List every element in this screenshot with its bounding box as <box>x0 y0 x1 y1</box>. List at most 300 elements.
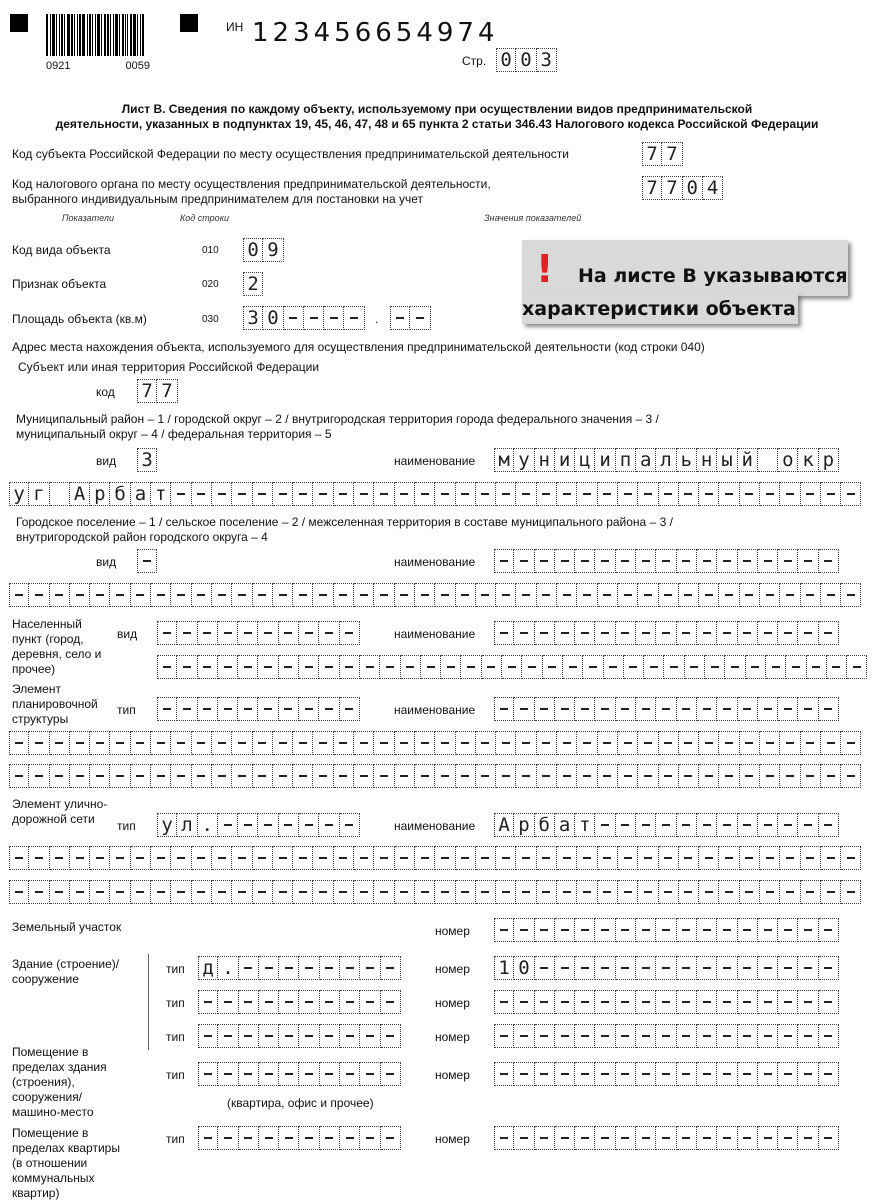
form-cell <box>595 990 615 1014</box>
form-cell <box>679 846 699 870</box>
form-cell <box>758 1024 778 1048</box>
barcode-bar <box>50 14 51 56</box>
form-cell <box>595 621 615 645</box>
street-name-label: наименование <box>394 819 476 833</box>
form-cell <box>616 549 636 573</box>
room-number-field[interactable] <box>494 1126 839 1150</box>
form-cell <box>535 1024 555 1048</box>
form-cell <box>198 621 218 645</box>
form-cell <box>535 549 555 573</box>
building-type-field-1[interactable] <box>198 956 401 980</box>
page-title-line2: деятельности, указанных в подпунктах 19, 45, 46, 47, 48 и 65 пункта 2 статьи 346.43 Налогового кодекса Российской Федерации <box>55 117 819 131</box>
form-cell <box>616 697 636 721</box>
form-cell <box>192 846 212 870</box>
form-cell <box>697 918 717 942</box>
form-cell <box>577 880 597 904</box>
form-cell <box>841 764 861 788</box>
form-cell <box>340 813 360 837</box>
form-cell <box>218 621 238 645</box>
form-cell <box>618 482 638 506</box>
form-cell <box>340 697 360 721</box>
form-cell <box>313 764 333 788</box>
street-type-field[interactable] <box>157 813 360 837</box>
form-cell <box>50 764 70 788</box>
form-cell <box>279 1024 299 1048</box>
barcode-bar <box>101 14 102 56</box>
locality-kind-field[interactable] <box>157 621 360 645</box>
form-cell <box>847 655 867 679</box>
form-cell <box>212 880 232 904</box>
form-cell <box>395 880 415 904</box>
form-cell <box>535 990 555 1014</box>
form-cell <box>697 621 717 645</box>
form-cell <box>198 1024 218 1048</box>
object-sign-field[interactable] <box>243 272 263 296</box>
form-cell <box>253 731 273 755</box>
form-cell <box>374 764 394 788</box>
form-cell <box>461 655 481 679</box>
form-cell: т <box>575 813 595 837</box>
form-cell <box>699 482 719 506</box>
form-cell <box>758 621 778 645</box>
form-cell <box>131 764 151 788</box>
subject-code-field[interactable] <box>137 379 178 403</box>
planning-name-field-1[interactable] <box>494 697 839 721</box>
form-cell <box>334 482 354 506</box>
form-cell <box>50 846 70 870</box>
form-cell <box>575 990 595 1014</box>
object-type-field[interactable] <box>243 238 284 262</box>
form-cell <box>537 764 557 788</box>
form-cell <box>717 697 737 721</box>
form-cell <box>577 764 597 788</box>
form-cell <box>239 1024 259 1048</box>
form-cell <box>258 697 278 721</box>
form-cell <box>677 813 697 837</box>
form-cell <box>218 813 238 837</box>
form-cell <box>299 655 319 679</box>
region-code-label: Код субъекта Российской Федерации по месту осуществления предпринимательской деятельности <box>12 147 570 161</box>
form-cell <box>841 880 861 904</box>
form-cell <box>313 482 333 506</box>
form-cell <box>699 583 719 607</box>
municipal-name-field-1[interactable] <box>494 448 839 472</box>
form-cell <box>535 1126 555 1150</box>
form-cell <box>738 1126 758 1150</box>
building-number-field-2[interactable] <box>494 990 839 1014</box>
form-cell <box>313 731 333 755</box>
barcode-bar <box>67 14 70 56</box>
form-cell <box>238 621 258 645</box>
form-cell <box>494 990 514 1014</box>
form-cell <box>29 583 49 607</box>
form-cell <box>618 764 638 788</box>
form-cell <box>151 846 171 870</box>
form-cell <box>313 880 333 904</box>
form-cell <box>638 482 658 506</box>
form-cell <box>151 583 171 607</box>
form-cell <box>798 990 818 1014</box>
form-cell <box>415 731 435 755</box>
form-cell <box>415 764 435 788</box>
settlement-kind-field[interactable] <box>137 549 157 573</box>
form-cell <box>717 990 737 1014</box>
street-name-field-1[interactable] <box>494 813 839 837</box>
form-cell <box>131 583 151 607</box>
form-cell <box>780 583 800 607</box>
object-sign-label: Признак объекта <box>12 277 107 291</box>
building-number-field-1[interactable] <box>494 956 839 980</box>
settlement-name-field-1[interactable] <box>494 549 839 573</box>
form-cell <box>656 918 676 942</box>
form-cell <box>778 1024 798 1048</box>
barcode-bar <box>71 14 73 56</box>
form-cell <box>110 731 130 755</box>
form-cell <box>616 956 636 980</box>
form-cell: 7 <box>642 176 662 200</box>
locality-kind-label: вид <box>117 627 138 641</box>
barcode-bar <box>113 14 114 56</box>
object-area-code: 030 <box>202 314 219 325</box>
form-cell <box>522 655 542 679</box>
form-cell: а <box>555 813 575 837</box>
form-cell <box>535 918 555 942</box>
form-cell <box>801 482 821 506</box>
form-cell <box>299 697 319 721</box>
barcode-bar <box>74 14 75 56</box>
form-cell <box>516 880 536 904</box>
form-cell <box>595 918 615 942</box>
form-cell <box>494 697 514 721</box>
form-cell <box>320 1126 340 1150</box>
form-cell <box>638 846 658 870</box>
form-cell <box>659 846 679 870</box>
page-title-line1: Лист В. Сведения по каждому объекту, используемому при осуществлении видов предпринимательской <box>121 102 753 116</box>
form-cell <box>758 918 778 942</box>
form-cell: 0 <box>263 306 283 330</box>
form-cell <box>636 1024 656 1048</box>
form-cell <box>543 655 563 679</box>
street-name-field-2[interactable] <box>9 846 861 870</box>
form-cell: р <box>90 482 110 506</box>
form-cell <box>719 482 739 506</box>
form-cell <box>841 583 861 607</box>
form-cell <box>656 956 676 980</box>
form-cell <box>801 880 821 904</box>
form-cell <box>616 1062 636 1086</box>
form-cell <box>780 764 800 788</box>
form-cell <box>780 846 800 870</box>
building-number-field-3[interactable] <box>494 1024 839 1048</box>
form-cell <box>177 621 197 645</box>
form-cell <box>841 846 861 870</box>
municipal-name-field-2[interactable] <box>9 482 861 506</box>
form-cell <box>360 1126 380 1150</box>
form-cell <box>90 764 110 788</box>
form-cell <box>758 549 778 573</box>
form-cell <box>514 1024 534 1048</box>
form-cell <box>273 846 293 870</box>
form-cell <box>476 583 496 607</box>
street-name-field-3[interactable] <box>9 880 861 904</box>
form-cell <box>319 813 339 837</box>
planning-name-field-2[interactable] <box>9 731 861 755</box>
form-cell <box>798 1024 818 1048</box>
barcode-bar <box>61 14 63 56</box>
barcode-bar <box>125 14 126 56</box>
form-cell <box>218 1024 238 1048</box>
barcode-bar <box>133 14 136 56</box>
form-cell <box>638 731 658 755</box>
form-cell <box>677 621 697 645</box>
form-cell <box>395 583 415 607</box>
planning-name-field-3[interactable] <box>9 764 861 788</box>
barcode-bar <box>104 14 106 56</box>
form-cell: А <box>70 482 90 506</box>
form-cell <box>738 813 758 837</box>
form-cell <box>717 918 737 942</box>
form-cell <box>575 956 595 980</box>
locality-name-field-2[interactable] <box>157 655 867 679</box>
form-cell <box>131 880 151 904</box>
planning-name-label: наименование <box>394 703 476 717</box>
form-cell <box>598 764 618 788</box>
form-cell: а <box>636 448 656 472</box>
barcode-bar <box>140 14 141 56</box>
form-cell <box>494 1126 514 1150</box>
object-area-field[interactable] <box>243 306 365 330</box>
subject-label: Субъект или иная территория Российской Федерации <box>18 360 320 374</box>
land-number-field[interactable] <box>494 918 839 942</box>
form-cell <box>29 846 49 870</box>
form-cell <box>258 621 278 645</box>
tax-authority-label <box>12 177 491 207</box>
form-cell <box>360 655 380 679</box>
form-cell <box>360 1062 380 1086</box>
form-cell <box>758 448 778 472</box>
form-cell: ц <box>575 448 595 472</box>
form-cell: б <box>110 482 130 506</box>
form-cell <box>340 1024 360 1048</box>
form-cell <box>819 956 839 980</box>
form-cell <box>516 846 536 870</box>
form-cell <box>344 306 364 330</box>
barcode-bar <box>127 14 128 56</box>
form-cell <box>659 583 679 607</box>
form-cell <box>171 731 191 755</box>
form-cell <box>381 1062 401 1086</box>
form-cell <box>697 813 717 837</box>
form-cell <box>575 1062 595 1086</box>
form-cell <box>575 549 595 573</box>
form-cell <box>719 583 739 607</box>
building-type-field-3[interactable] <box>198 1024 401 1048</box>
form-cell <box>279 990 299 1014</box>
form-cell <box>284 306 304 330</box>
form-cell <box>595 549 615 573</box>
form-cell <box>70 880 90 904</box>
form-cell <box>717 1126 737 1150</box>
form-cell <box>177 697 197 721</box>
form-cell <box>798 697 818 721</box>
form-cell <box>778 1126 798 1150</box>
form-cell <box>595 1024 615 1048</box>
form-cell <box>171 583 191 607</box>
form-cell <box>319 655 339 679</box>
form-cell <box>577 583 597 607</box>
form-cell <box>638 764 658 788</box>
barcode-bar <box>130 14 132 56</box>
form-cell <box>9 846 29 870</box>
form-cell <box>157 655 177 679</box>
form-cell <box>516 764 536 788</box>
form-cell <box>320 1024 340 1048</box>
form-cell <box>656 990 676 1014</box>
form-cell <box>656 697 676 721</box>
form-cell <box>618 731 638 755</box>
form-cell <box>279 697 299 721</box>
form-cell <box>738 1062 758 1086</box>
form-cell <box>778 813 798 837</box>
object-area-decimal-field[interactable] <box>390 306 431 330</box>
form-cell: г <box>29 482 49 506</box>
form-cell <box>537 880 557 904</box>
form-cell <box>555 1062 575 1086</box>
form-cell <box>841 482 861 506</box>
locality-name-field-1[interactable] <box>494 621 839 645</box>
form-cell <box>456 731 476 755</box>
form-cell <box>638 583 658 607</box>
form-cell <box>494 918 514 942</box>
callout-line2: характеристики объекта <box>522 298 796 320</box>
form-cell: 3 <box>537 48 557 72</box>
barcode-bar <box>82 14 85 56</box>
land-number-label: номер <box>435 924 470 938</box>
form-cell <box>555 697 575 721</box>
barcode-bar <box>92 14 93 56</box>
settlement-name-field-2[interactable] <box>9 583 861 607</box>
form-cell <box>758 1062 778 1086</box>
form-cell: 0 <box>496 48 516 72</box>
form-cell <box>320 990 340 1014</box>
form-cell <box>299 621 319 645</box>
form-cell <box>563 655 583 679</box>
premises-type-field[interactable] <box>198 1062 401 1086</box>
form-cell <box>496 880 516 904</box>
form-cell <box>717 1062 737 1086</box>
form-cell <box>717 1024 737 1048</box>
form-cell <box>557 880 577 904</box>
form-cell: у <box>514 448 534 472</box>
form-cell <box>798 1062 818 1086</box>
form-cell <box>494 621 514 645</box>
form-cell <box>198 697 218 721</box>
room-number-label: номер <box>435 1132 470 1146</box>
form-cell <box>198 990 218 1014</box>
form-cell <box>598 482 618 506</box>
planning-label: Элемент планировочной структуры <box>12 682 98 726</box>
form-cell <box>218 697 238 721</box>
planning-type-field[interactable] <box>157 697 360 721</box>
form-cell <box>618 846 638 870</box>
form-cell <box>212 731 232 755</box>
form-cell <box>218 655 238 679</box>
form-cell <box>50 583 70 607</box>
form-cell: 3 <box>243 306 263 330</box>
inn-value: 123456654974 <box>252 18 499 48</box>
tax-authority-label-line2: выбранного индивидуальным предпринимателем для постановки на учет <box>12 192 424 206</box>
form-cell <box>198 1062 218 1086</box>
form-cell <box>192 482 212 506</box>
premises-number-field[interactable] <box>494 1062 839 1086</box>
tax-authority-field[interactable] <box>642 176 723 200</box>
form-cell <box>435 731 455 755</box>
form-cell <box>719 846 739 870</box>
form-cell <box>415 482 435 506</box>
form-cell <box>171 764 191 788</box>
form-cell <box>212 846 232 870</box>
form-cell <box>279 655 299 679</box>
form-cell <box>293 846 313 870</box>
form-cell <box>636 549 656 573</box>
form-cell <box>258 655 278 679</box>
form-cell <box>738 621 758 645</box>
form-cell <box>760 583 780 607</box>
form-cell: р <box>514 813 534 837</box>
page-title <box>0 102 874 132</box>
form-cell <box>90 880 110 904</box>
form-cell <box>616 1126 636 1150</box>
form-cell <box>514 621 534 645</box>
form-cell <box>656 549 676 573</box>
region-code-field[interactable] <box>642 142 683 166</box>
form-cell <box>738 1024 758 1048</box>
form-cell <box>575 1024 595 1048</box>
form-cell <box>801 846 821 870</box>
form-cell <box>780 482 800 506</box>
form-cell <box>496 731 516 755</box>
form-cell <box>598 846 618 870</box>
form-cell <box>807 655 827 679</box>
form-cell <box>157 621 177 645</box>
form-cell <box>717 549 737 573</box>
form-cell <box>253 482 273 506</box>
building-type-field-2[interactable] <box>198 990 401 1014</box>
inn-label: ИН <box>226 20 244 34</box>
form-cell <box>514 697 534 721</box>
form-cell <box>535 1062 555 1086</box>
form-cell <box>232 731 252 755</box>
form-cell <box>381 956 401 980</box>
room-type-field[interactable] <box>198 1126 401 1150</box>
form-cell <box>537 482 557 506</box>
form-cell: 0 <box>683 176 703 200</box>
municipal-kind-field[interactable] <box>137 448 157 472</box>
form-cell <box>624 655 644 679</box>
form-cell <box>340 1062 360 1086</box>
form-cell <box>232 764 252 788</box>
form-cell <box>320 956 340 980</box>
form-cell <box>456 764 476 788</box>
form-cell <box>494 1062 514 1086</box>
barcode-bar <box>59 14 60 56</box>
form-cell: ы <box>717 448 737 472</box>
form-cell <box>697 956 717 980</box>
form-cell <box>616 990 636 1014</box>
form-cell <box>685 655 705 679</box>
form-cell <box>656 1062 676 1086</box>
form-cell <box>354 583 374 607</box>
